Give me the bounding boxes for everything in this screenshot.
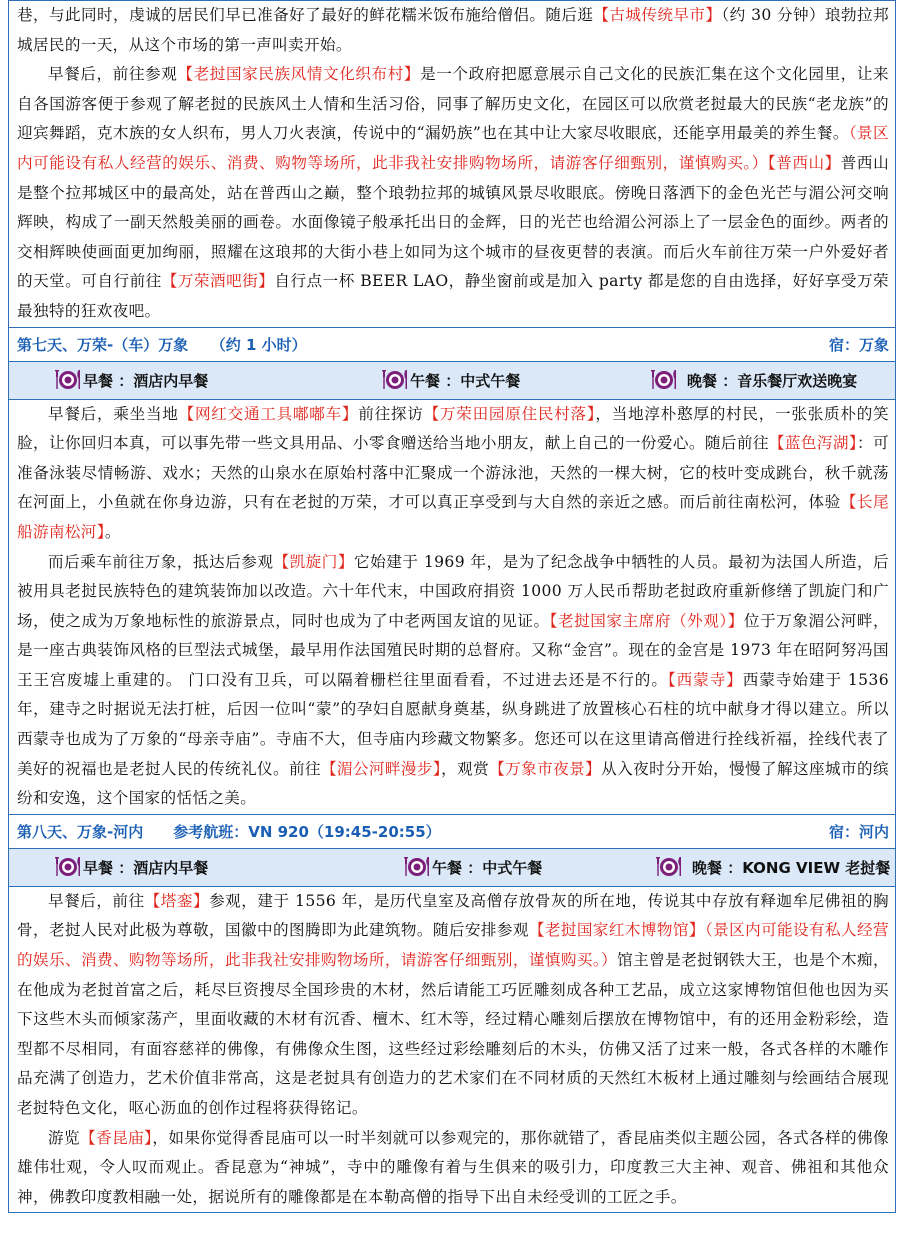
plate-fork-knife-icon xyxy=(651,368,677,392)
day7-meals-bar xyxy=(8,362,896,400)
day7-lunch-label: 午餐 ：中式午餐 xyxy=(410,371,521,390)
highlighted-text: 【万荣酒吧街】 xyxy=(161,272,275,291)
plate-fork-knife-icon xyxy=(55,855,81,879)
day8-paragraph-1 xyxy=(17,887,889,1124)
body-text: 巷，与此同时，虔诚的居民们早已准备好了最好的鲜花糯米饭布施给僧侣。随后逛 xyxy=(17,6,594,24)
body-text: 早餐后，前往 xyxy=(48,891,145,910)
body-text: （约 30 分钟）琅勃拉邦城居民的一天，从这个市场的第一声叫卖开始。 xyxy=(17,6,889,54)
day8-breakfast xyxy=(55,855,208,879)
body-text: 自行点一杯 BEER LAO，静坐窗前或是加入 party 都是您的自由选择，好好享受万荣最独特的狂欢夜吧。 xyxy=(17,272,889,320)
day7-lunch xyxy=(382,368,520,392)
day8-lunch-label: 午餐 ：中式午餐 xyxy=(432,858,543,877)
body-text: ，当地淳朴憨厚的村民，一张张质朴的笑脸，让你回归本真，可以事先带一些文具用品、小零食赠送给当地小朋友，献上自己的一份爱心。随后前往 xyxy=(17,404,889,453)
body-text: 参观，建于 1556 年，是历代皇室及高僧存放骨灰的所在地，传说其中存放有释迦牟尼佛祖的胸骨，老挝人民对此极为尊敬，国徽中的图腾即为此建筑物。随后安排参观 xyxy=(17,891,889,940)
day8-paragraph-2 xyxy=(17,1124,889,1213)
highlighted-text: 【万象市夜景】 xyxy=(489,759,602,778)
highlighted-text: 【蓝色泻湖】 xyxy=(768,434,858,453)
body-text: 馆主曾是老挝钢铁大王，也是个木痴，在他成为老挝首富之后，耗尽巨资搜尽全国珍贵的木材，然后请能工巧匠雕刻成各种工艺品，成立这家博物馆但他也因为买下这些木头而倾家荡产，里面收藏的木材有沉香、檀木、红木等，经过精心雕刻后摆放在博物馆中，有的还用金粉彩绘，造型都不尽相同，有面容慈祥的佛像，有佛像众生图，这些经过彩绘雕刻后的木头，仿佛又活了过来一般，各式各样的木雕作品充满了创造力，艺术价值非常高，这是老挝具有创造力的艺术家们在不同材质的天然红木板材上通过雕刻与绘画结合展现老挝特色文化，呕心沥血的创作过程将获得铭记。 xyxy=(17,951,889,1117)
itinerary-page xyxy=(8,0,896,1213)
body-text: 。 xyxy=(104,522,121,541)
highlighted-text: 【塔銮】 xyxy=(144,891,210,910)
body-text: ，如果你觉得香昆庙可以一时半刻就可以参观完的，那你就错了，香昆庙类似主题公园，各式各样的佛像雄伟壮观，令人叹而观止。香昆意为“神城”，寺中的雕像有着与生俱来的吸引力，印度教三大主神、观音、佛祖和其他众神，佛教印度教相融一处，据说所有的雕像都是在本勒高僧的指导下出自未经受训的工匠之手。 xyxy=(17,1128,889,1206)
day8-content xyxy=(8,887,896,1214)
highlighted-text: 【普西山】 xyxy=(767,153,841,172)
body-text: 它始建于 1969 年，是为了纪念战争中牺牲的人员。最初为法国人所造，后被用具老挝民族特色的建筑装饰加以改造。六十年代末，中国政府捐资 1000 万人民币帮助老挝政府重新修缮了凯旋门和广场，使之成为万象地标性的旅游景点，同时也成为了中老两国友谊的见证。 xyxy=(17,552,889,630)
plate-fork-knife-icon xyxy=(55,368,81,392)
body-text: 而后乘车前往万象，抵达后参观 xyxy=(48,552,274,571)
plate-fork-knife-icon xyxy=(656,855,682,879)
body-text: 游览 xyxy=(48,1128,81,1147)
day8-dinner-label: 晚餐 ：KONG VIEW 老挝餐 xyxy=(692,858,891,877)
highlighted-text: 【老挝国家红木博物馆】 xyxy=(528,921,705,940)
highlighted-text: 【古城传统早市】 xyxy=(593,6,722,24)
day7-paragraph-2 xyxy=(17,548,889,814)
day6-paragraph-1 xyxy=(17,1,889,60)
day8-breakfast-label: 早餐 ：酒店内早餐 xyxy=(83,858,209,877)
day7-title: 第七天、万荣-（车）万象 （约 1 小时） xyxy=(17,335,307,354)
day8-dinner xyxy=(656,855,890,879)
highlighted-text: 【网红交通工具嘟嘟车】 xyxy=(178,404,359,423)
day8-lunch xyxy=(404,855,542,879)
day7-stay: 宿：万象 xyxy=(828,335,889,354)
highlighted-text: （景区内可能设有私人经营的娱乐、消费、购物等场所，此非我社安排购物场所，请游客仔细甄别，谨慎购买。） xyxy=(17,921,889,970)
day6-paragraph-2 xyxy=(17,60,889,326)
body-text: 早餐后，前往参观 xyxy=(48,65,178,84)
body-text: 是一个政府把愿意展示自己文化的民族汇集在这个文化园里，让来自各国游客便于参观了解老挝的民族风土人情和生活习俗，同事了解历史文化，在园区可以欣赏老挝最大的民族“老龙族”的迎宾舞蹈，克木族的女人织布，男人刀火表演，传说中的“漏奶族”也在其中让大家尽收眼底，还能享用最美的养生餐。 xyxy=(17,65,889,143)
highlighted-text: 【香昆庙】 xyxy=(80,1128,153,1147)
body-text: 从入夜时分开始，慢慢了解这座城市的缤纷和安逸，这个国家的恬恬之美。 xyxy=(17,759,889,808)
day8-stay: 宿：河内 xyxy=(828,822,889,841)
body-text: 早餐后，乘坐当地 xyxy=(48,404,179,423)
day8-header xyxy=(8,815,896,849)
day7-breakfast-label: 早餐 ：酒店内早餐 xyxy=(83,371,209,390)
highlighted-text: 【万荣田园原住民村落】 xyxy=(423,404,596,423)
body-text: ，观赏 xyxy=(441,759,490,778)
plate-fork-knife-icon xyxy=(404,855,430,879)
body-text: ：可准备泳装尽情畅游、戏水；天然的山泉水在原始村落中汇聚成一个游泳池，天然的一棵大树，它的枝叶变成跳台，秋千就荡在河面上，小鱼就在你身边游，只有在老挝的万荣，才可以真正享受到与大自然的亲近之感。而后前往南松河，体验 xyxy=(17,434,889,512)
day7-header xyxy=(8,328,896,362)
highlighted-text: 【凯旋门】 xyxy=(273,552,354,571)
highlighted-text: 【湄公河畔漫步】 xyxy=(320,759,442,778)
highlighted-text: 【长尾船游南松河】 xyxy=(17,493,889,541)
day7-paragraph-1 xyxy=(17,400,889,548)
day7-content xyxy=(8,400,896,815)
day8-title: 第八天、万象-河内 参考航班：VN 920（19:45-20:55） xyxy=(17,822,441,841)
day6-continued-section xyxy=(8,0,896,328)
plate-fork-knife-icon xyxy=(382,368,408,392)
body-text: 西蒙寺始建于 1536 年，建寺之时据说无法打桩，后因一位叫“蒙”的孕妇自愿献身奠基，纵身跳进了放置核心石柱的坑中献身才得以建立。所以西蒙寺也成为了万象的“母亲寺庙”。寺庙不大，但寺庙内珍藏文物繁多。您还可以在这里请高僧进行拴线祈福，拴线代表了美好的祝福也是老挝人民的传统礼仪。前往 xyxy=(17,670,889,778)
day8-meals-bar xyxy=(8,849,896,887)
highlighted-text: 【西蒙寺】 xyxy=(667,670,743,689)
highlighted-text: 【老挝国家民族风情文化织布村】 xyxy=(177,65,421,84)
day7-breakfast xyxy=(55,368,208,392)
highlighted-text: （景区内可能设有私人经营的娱乐、消费、购物等场所，此非我社安排购物场所，请游客仔细甄别，谨慎购买。） xyxy=(17,124,889,172)
body-text: 位于万象湄公河畔，是一座古典装饰风格的巨型法式城堡，最早用作法国殖民时期的总督府。又称“金宫”。现在的金宫是 1973 年在昭阿努冯国王王宫废墟上重建的。 门口没有卫兵，可以隔着栅栏往里面看看，不过进去还是不行的。 xyxy=(17,611,889,689)
body-text: 前往探访 xyxy=(358,404,424,423)
highlighted-text: 【老挝国家主席府（外观）】 xyxy=(549,611,744,630)
day7-dinner-label: 晚餐 ：音乐餐厅欢送晚宴 xyxy=(687,371,858,390)
body-text: 普西山是整个拉邦城区中的最高处，站在普西山之巅，整个琅勃拉邦的城镇风景尽收眼底。傍晚日落洒下的金色光芒与湄公河交响辉映，构成了一副天然般美丽的画卷。水面像镜子般承托出日的金辉，日的光芒也给湄公河添上了一层金色的面纱。两者的交相辉映使画面更加绚丽，照耀在这琅邦的大街小巷上如同为这个城市的昼夜更替的表演。而后火车前往万荣一户外爱好者的天堂。可自行前往 xyxy=(17,153,890,291)
day7-dinner xyxy=(651,368,857,392)
